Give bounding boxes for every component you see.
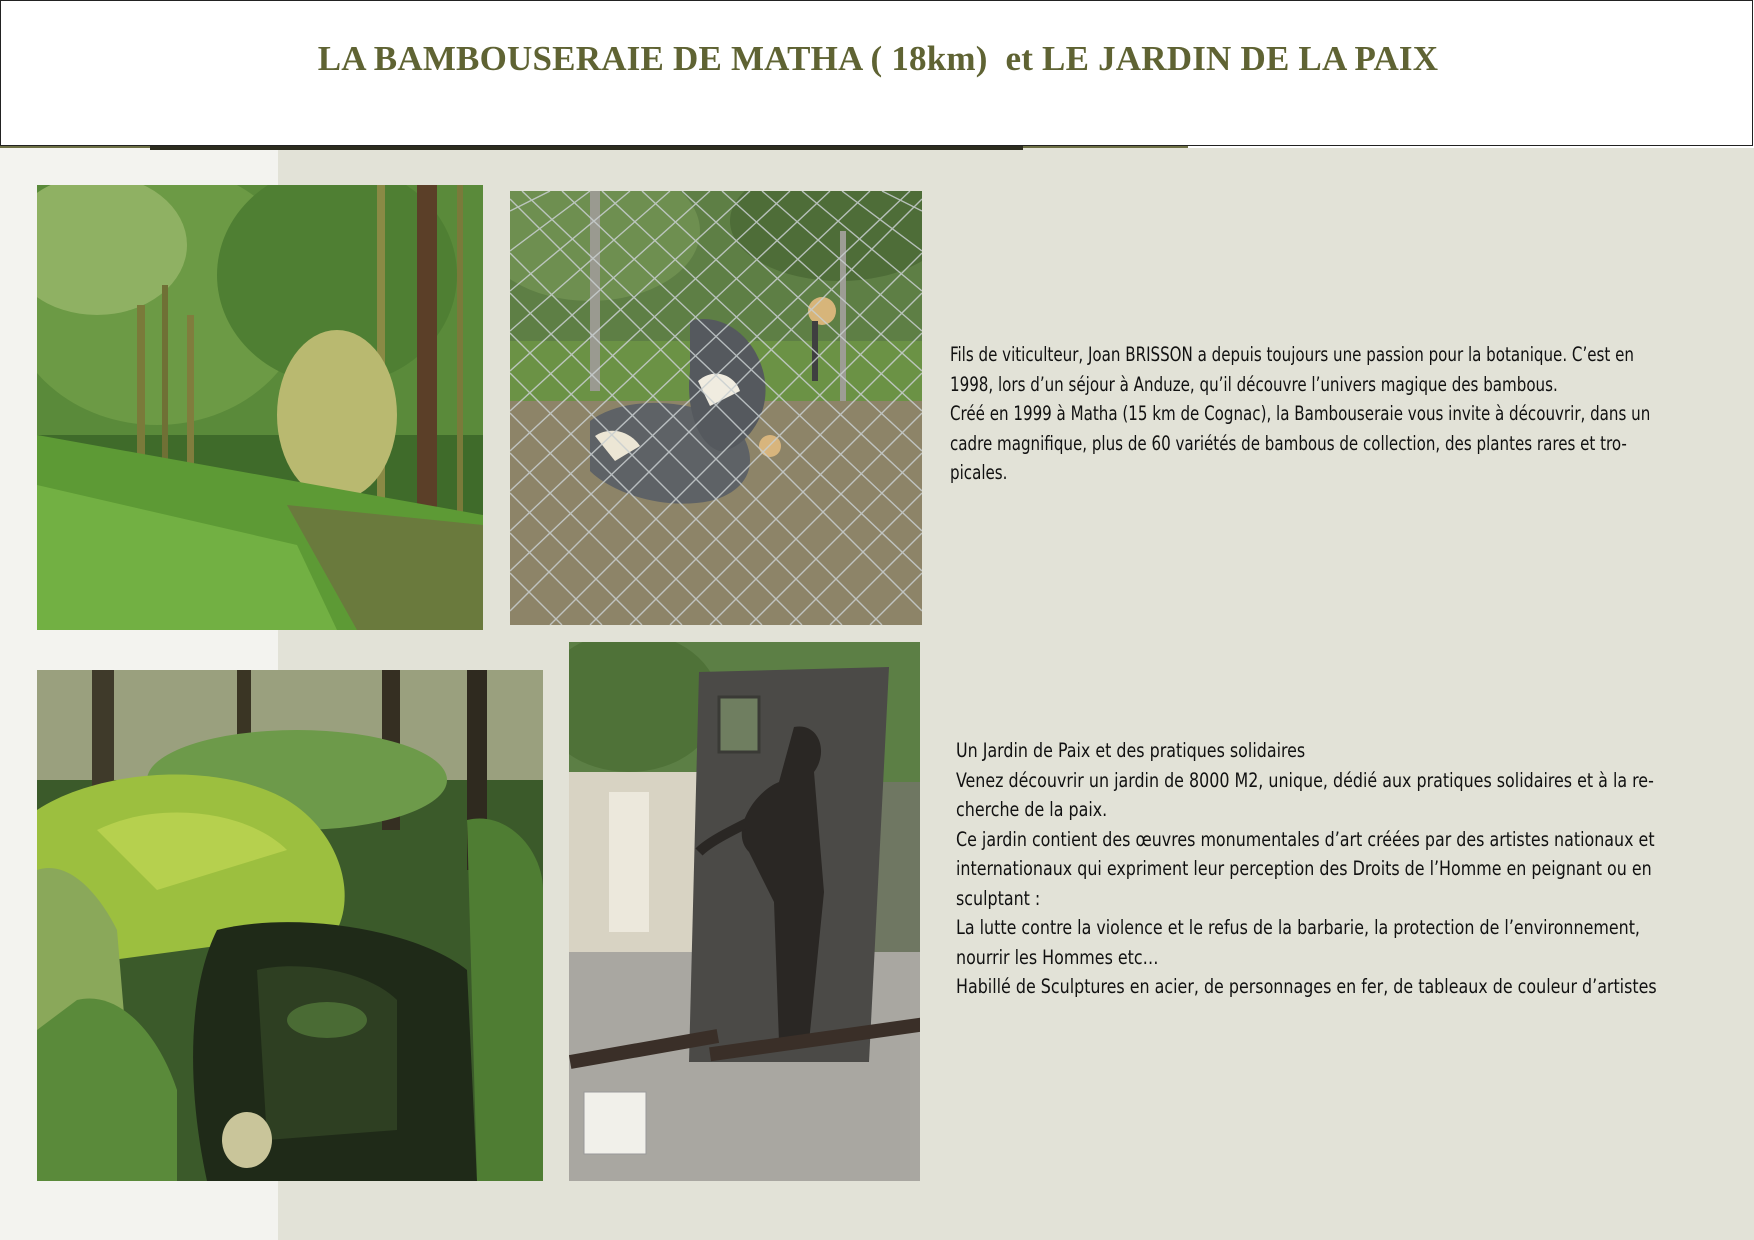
photo-crowned-cranes [510, 191, 922, 625]
jardin-description [956, 736, 1657, 1002]
jardin-line: Ce jardin contient des œuvres monumentales d’art créées par des artistes nationaux et [956, 827, 1655, 851]
header-rule-thick [150, 146, 1023, 150]
photo-bamboo-grove [37, 185, 483, 630]
bambouseraie-line: Créé en 1999 à Matha (15 km de Cognac), la Bambouseraie vous invite à découvrir, dans un [950, 402, 1651, 425]
bambouseraie-line: cadre magnifique, plus de 60 variétés de bambous de collection, des plantes rares et tro- [950, 431, 1627, 455]
bambouseraie-description [950, 340, 1651, 488]
page-title: LA BAMBOUSERAIE DE MATHA ( 18km) et LE JARDIN DE LA PAIX [317, 39, 1439, 78]
jardin-line: La lutte contre la violence et le refus de la barbarie, la protection de l’environnement, [956, 916, 1640, 939]
jardin-line: Habillé de Sculptures en acier, de personnages en fer, de tableaux de couleur d’artistes [956, 975, 1657, 998]
jardin-line: nourrir les Hommes etc… [956, 945, 1159, 969]
bambouseraie-line: Fils de viticulteur, Joan BRISSON a depuis toujours une passion pour la botanique. C’est en [950, 343, 1634, 366]
photo-iron-sculpture [569, 642, 920, 1181]
jardin-line: Venez découvrir un jardin de 8000 M2, unique, dédié aux pratiques solidaires et à la re- [956, 768, 1654, 792]
header [0, 0, 1753, 146]
jardin-line: cherche de la paix. [956, 798, 1108, 821]
jardin-line: internationaux qui expriment leur perception des Droits de l’Homme en peignant ou en [956, 857, 1652, 880]
bambouseraie-line: picales. [950, 461, 1008, 484]
jardin-line: sculptant : [956, 886, 1041, 910]
photo-mossy-pond [37, 670, 543, 1181]
jardin-line: Un Jardin de Paix et des pratiques solidaires [956, 739, 1306, 762]
bambouseraie-line: 1998, lors d’un séjour à Anduze, qu’il découvre l’univers magique des bambous. [950, 372, 1558, 396]
